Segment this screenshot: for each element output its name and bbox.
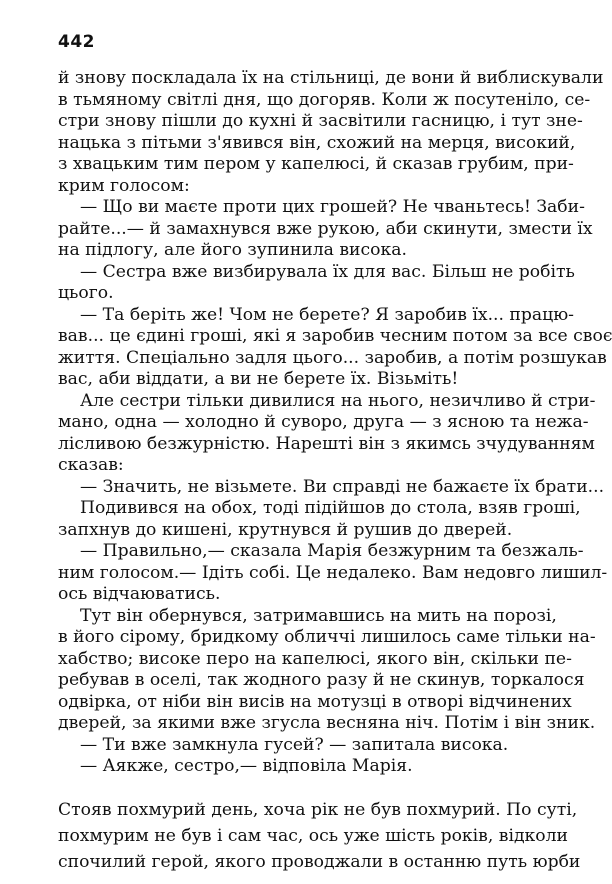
text-line: — Ти вже замкнула гусей? — запитала висока.	[80, 735, 509, 755]
text-line: хабство; високе перо на капелюсі, якого він, скільки пе-	[58, 649, 572, 669]
text-line: стри знову пішли до кухні й засвітили гасницю, і тут зне-	[58, 111, 583, 131]
text-line: — Що ви маєте проти цих грошей? Не чваньтесь! Заби-	[80, 197, 585, 217]
text-line: лісливою безжурністю. Нарешті він з якимсь зчудуванням	[58, 434, 595, 454]
text-line: в його сірому, бридкому обличчі лишилось саме тільки на-	[58, 627, 596, 647]
text-line: Але сестри тільки дивилися на нього, незичливо й стри-	[80, 391, 596, 411]
text-line: — Правильно,— сказала Марія безжурним та безжаль-	[80, 541, 584, 561]
text-line: ним голосом.— Ідіть собі. Це недалеко. Вам недовго лишил-	[58, 563, 608, 583]
text-line: Стояв похмурий день, хоча рік не був похмурий. По суті,	[58, 800, 578, 820]
text-line: похмурим не був і сам час, ось уже шість років, відколи	[58, 826, 568, 846]
text-line: нацька з пітьми з'явився він, схожий на мерця, високий,	[58, 133, 576, 153]
text-line: ось відчаюватись.	[58, 584, 221, 604]
text-line: — Сестра вже визбирувала їх для вас. Більш не робіть	[80, 262, 575, 282]
text-line: вав... це єдині гроші, які я заробив чесним потом за все своє	[58, 326, 612, 346]
text-line: райте...— й замахнувся вже рукою, аби скинути, змести їх	[58, 219, 593, 239]
text-line: мано, одна — холодно й суворо, друга — з ясною та нежа-	[58, 412, 589, 432]
text-line: Тут він обернувся, затримавшись на мить на порозі,	[80, 606, 557, 626]
text-line: на підлогу, але його зупинила висока.	[58, 240, 407, 260]
text-line: дверей, за якими вже згусла весняна ніч. Потім і він зник.	[58, 713, 596, 733]
text-line: одвірка, от ніби він висів на мотузці в отворі відчинених	[58, 692, 572, 712]
text-line: спочилий герой, якого проводжали в останню путь юрби	[58, 852, 581, 872]
text-line: — Аякже, сестро,— відповіла Марія.	[80, 756, 413, 776]
text-line: ребував в оселі, так жодного разу й не скинув, торкалося	[58, 670, 585, 690]
text-line: крим голосом:	[58, 176, 190, 196]
text-line: Подивився на обох, тоді підійшов до стола, взяв гроші,	[80, 498, 581, 518]
text-line: — Та беріть же! Чом не берете? Я заробив їх... працю-	[80, 305, 574, 325]
text-line: життя. Спеціально задля цього... заробив, а потім розшукав	[58, 348, 607, 368]
text-line: в тьмяному світлі дня, що догоряв. Коли ж посутеніло, се-	[58, 90, 591, 110]
page-number: 442	[58, 32, 95, 52]
text-line: й знову поскладала їх на стільниці, де вони й виблискували	[58, 68, 604, 88]
text-line: з хвацьким тим пером у капелюсі, й сказав грубим, при-	[58, 154, 574, 174]
text-line: цього.	[58, 283, 114, 303]
text-line: запхнув до кишені, крутнувся й рушив до дверей.	[58, 520, 513, 540]
text-line: сказав:	[58, 455, 124, 475]
text-line: вас, аби віддати, а ви не берете їх. Візьміть!	[58, 369, 459, 389]
text-line: — Значить, не візьмете. Ви справді не бажаєте їх брати...	[80, 477, 605, 497]
